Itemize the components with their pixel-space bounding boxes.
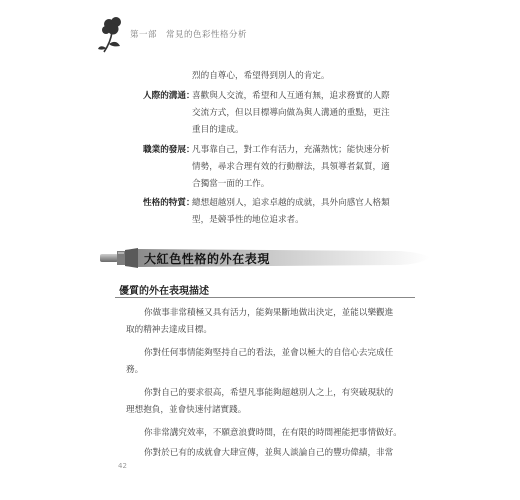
paragraph [126,445,410,462]
trait-label: 職業的發展： [143,145,195,155]
text-line: 總想超越別人，追求卓越的成就，具外向感官人格類 [192,198,390,208]
paragraph [126,305,410,339]
text-line: 理想抱負，並會快速付諸實踐。 [126,405,247,415]
text-line: 你對任何事情能夠堅持自己的看法，並會以極大的自信心去完成任 [144,348,394,358]
text-line: 你做事非常積極又具有活力，能夠果斷地做出決定，並能以樂觀進 [144,308,394,318]
text-line: 凡事靠自己，對工作有活力，充滿熱忱；能快速分析 [192,145,390,155]
text-line: 取的精神去達成目標。 [126,325,212,335]
trait-label: 性格的特質： [143,198,195,208]
flower-icon [98,14,128,54]
trait-label: 人際的溝通： [143,91,195,101]
page-number: 42 [118,462,127,470]
subsection-heading [115,282,415,300]
text-line: 務。 [126,365,144,375]
text-line: 你對於已有的成就會大肆宣傳，並與人談論自己的豐功偉績，非常 [144,448,394,458]
subsection-rule [115,297,415,298]
trait-text [192,142,424,193]
text-line: 重目的達成。 [192,125,244,135]
paragraph [126,425,410,442]
header-title: 第一部 常見的色彩性格分析 [130,30,248,40]
text-line: 交流方式，但以目標導向做為與人溝通的重點，更注 [192,108,390,118]
running-header [98,14,398,54]
trait-text [192,195,424,229]
subsection-title: 優質的外在表現描述 [119,286,209,297]
continuation-text: 烈的自尊心，希望得到別人的肯定。 [192,71,330,81]
text-line: 喜歡與人交流，希望和人互通有無，追求務實的人際 [192,91,390,101]
text-line: 型，是競爭性的地位追求者。 [192,215,304,225]
section-title: 大紅色性格的外在表現 [144,252,271,266]
section-banner [100,244,430,272]
paragraph [126,345,410,379]
trait-text [192,88,424,139]
text-line: 你對自己的要求很高，希望凡事能夠超越別人之上，有突破現狀的 [144,388,394,398]
text-line: 你非常講究效率，不願意浪費時間，在有限的時間裡能把事情做好。 [144,428,402,438]
paragraph [126,385,410,419]
text-line: 情勢，尋求合理有效的行動辦法，具領導者氣質，適 [192,162,390,172]
text-line: 合獨當一面的工作。 [192,179,270,189]
